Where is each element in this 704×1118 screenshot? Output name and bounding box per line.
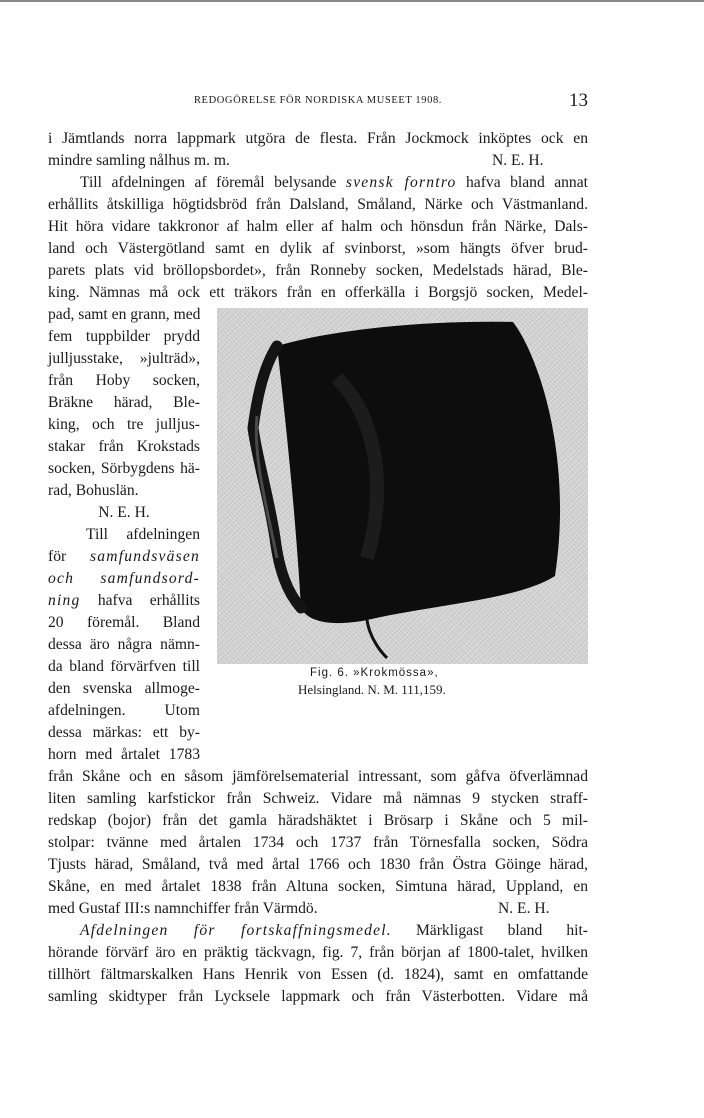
text-span: för (48, 548, 90, 565)
text-line: Hit höra vidare takkronor af halm eller af halm och hönsdun från Närke, Dals- (48, 218, 588, 235)
text-line: rad, Bohuslän. (48, 482, 139, 499)
text-line: da bland förvärfven till (48, 658, 200, 675)
text-line: samling skidtyper från Lycksele lappmark och från Västerbotten. Vidare må (48, 988, 588, 1005)
text-line: den svenska allmoge- (48, 680, 200, 697)
emphasis-text: ning (48, 592, 81, 609)
text-line: dessa märkas: ett by- (48, 724, 200, 741)
text-line: erhållits åtskilliga högtidsbröd från Dalsland, Småland, Närke och Västmanland. (48, 196, 588, 213)
page-number: 13 (569, 90, 588, 111)
figure-caption-title: Fig. 6. »Krokmössa», (310, 667, 439, 679)
text-line (48, 568, 200, 590)
text-line: socken, Sörbygdens hä- (48, 460, 200, 477)
page-top-edge (0, 0, 704, 2)
page-header (48, 92, 588, 116)
bonnet-illustration (217, 308, 588, 664)
signature: N. E. H. (98, 504, 150, 521)
text-line: hörande förvärf äro en präktig täckvagn, fig. 7, från början af 1800-talet, hvilken (48, 944, 588, 961)
emphasis-text: svensk forntro (345, 174, 457, 191)
text-line: i Jämtlands norra lappmark utgöra de flesta. Från Jockmock inköptes ock en (48, 130, 588, 147)
text-line: Tjusts härad, Småland, två med årtal 1766 och 1830 från Östra Göinge härad, (48, 856, 588, 873)
text-line: 20 föremål. Bland (48, 614, 200, 631)
text-line: afdelningen. Utom (48, 702, 200, 719)
text-span: mindre samling nålhus m. m. (48, 152, 230, 169)
text-line (48, 150, 588, 172)
signature: N. E. H. (492, 152, 544, 169)
text-line (48, 590, 200, 612)
text-line (48, 546, 200, 568)
text-line: fem tuppbilder prydd (48, 328, 200, 345)
text-line: stakar från Krokstads (48, 438, 200, 455)
text-line: Till afdelningen (86, 526, 200, 543)
emphasis-text: samfundsväsen (89, 548, 200, 565)
text-line: dessa äro några nämn- (48, 636, 200, 653)
emphasis-text: Afdelningen för fortskaffningsmedel. (80, 922, 392, 939)
text-span: hafva bland annat (456, 174, 588, 191)
text-line: liten samling karfstickor från Schweiz. Vidare må nämnas 9 stycken straff- (48, 790, 588, 807)
text-span: Till afdelningen af föremål belysande (80, 174, 346, 191)
text-line: parets plats vid bröllopsbordet», från Ronneby socken, Medelstads härad, Ble- (48, 262, 588, 279)
text-line (48, 920, 588, 942)
text-line: tillhört fältmarskalken Hans Henrik von Essen (d. 1824), samt en omfattande (48, 966, 588, 983)
figure-krokmossa-photo (217, 308, 588, 664)
text-span: Märkligast bland hit- (391, 922, 588, 939)
text-line: Bräkne härad, Ble- (48, 394, 200, 411)
emphasis-text: och samfundsord- (48, 570, 200, 587)
text-line: från Skåne och en såsom jämförelsematerial intressant, som gåfva öfverlämnad (48, 768, 588, 785)
text-line: Skåne, en med årtalet 1838 från Altuna socken, Simtuna härad, Uppland, en (48, 878, 588, 895)
signature: N. E. H. (498, 900, 550, 917)
text-line: pad, samt en grann, med (48, 306, 201, 323)
text-line (48, 172, 588, 194)
figure-caption-source: Helsingland. N. M. 111,159. (298, 682, 446, 697)
text-span: hafva erhållits (80, 592, 200, 609)
text-line: king. Nämnas må ock ett träkors från en offerkälla i Borgsjö socken, Medel- (48, 284, 588, 301)
text-line: king, och tre julljus- (48, 416, 200, 433)
text-line: från Hoby socken, (48, 372, 200, 389)
text-line: stolpar: tvänne med årtalen 1734 och 1737 från Törnesfalla socken, Södra (48, 834, 588, 851)
running-title: REDOGÖRELSE FÖR NORDISKA MUSEET 1908. (193, 95, 443, 106)
text-line (48, 898, 588, 920)
text-line: horn med årtalet 1783 (48, 746, 200, 763)
text-line: redskap (bojor) från det gamla häradshäktet i Brösarp i Skåne och 5 mil- (48, 812, 588, 829)
text-line: land och Västergötland samt en dylik af svinborst, »som hängts öfver brud- (48, 240, 588, 257)
text-line: julljusstake, »julträd», (48, 350, 200, 367)
text-span: med Gustaf III:s namnchiffer från Värmdö. (48, 900, 318, 917)
